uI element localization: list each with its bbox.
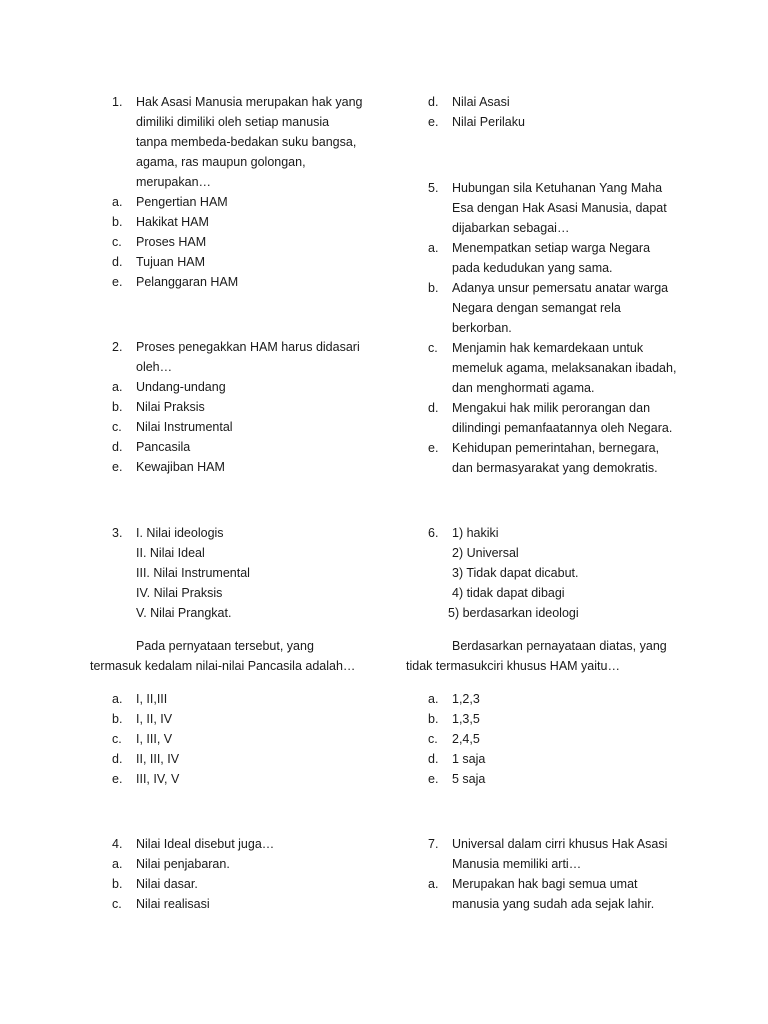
- option-text: pada kedudukan yang sama.: [452, 261, 613, 275]
- statement-item: 1) hakiki: [452, 526, 499, 540]
- option-text: I, II,III: [136, 692, 168, 706]
- option-text: Tujuan HAM: [136, 255, 206, 269]
- option-a: [428, 689, 688, 709]
- option-text: dilindingi pemanfaatannya oleh Negara.: [452, 421, 673, 435]
- option-letter: c.: [112, 235, 122, 249]
- question-5: [428, 178, 698, 478]
- stem-line: dimiliki dimiliki oleh setiap manusia: [136, 115, 330, 129]
- option-text: Nilai dasar.: [136, 877, 198, 891]
- option-text: dan bermasyarakat yang demokratis.: [452, 461, 658, 475]
- option-text: Undang-undang: [136, 380, 226, 394]
- option-letter: b.: [112, 215, 123, 229]
- option-letter: d.: [112, 255, 123, 269]
- option-letter: b.: [428, 712, 439, 726]
- option-letter: e.: [112, 275, 123, 289]
- stem-line: merupakan…: [136, 175, 212, 189]
- option-e: [112, 769, 372, 789]
- option-text: Nilai realisasi: [136, 897, 210, 911]
- option-text: Negara dengan semangat rela: [452, 301, 621, 315]
- option-c: [112, 894, 372, 914]
- statement-item: 2) Universal: [452, 546, 519, 560]
- option-letter: c.: [112, 897, 122, 911]
- option-a: [112, 192, 372, 212]
- statement-item: V. Nilai Prangkat.: [136, 606, 232, 620]
- option-b: [428, 278, 698, 298]
- question-number: 3.: [112, 526, 123, 540]
- option-a: [112, 854, 372, 874]
- stem-line: tanpa membeda-bedakan suku bangsa,: [136, 135, 357, 149]
- option-letter: a.: [112, 692, 123, 706]
- question-stem: [112, 92, 372, 112]
- prompt-line: tidak termasukciri khusus HAM yaitu…: [406, 659, 620, 673]
- option-letter: d.: [428, 95, 439, 109]
- option-text: 5 saja: [452, 772, 486, 786]
- option-e: [112, 272, 372, 292]
- option-letter: c.: [428, 732, 438, 746]
- option-text: dan menghormati agama.: [452, 381, 595, 395]
- option-letter: a.: [112, 857, 123, 871]
- option-d: [428, 92, 688, 112]
- option-a: [428, 874, 698, 894]
- option-e: [428, 438, 698, 458]
- option-text: Nilai Perilaku: [452, 115, 525, 129]
- option-b: [112, 397, 372, 417]
- stem-line: Universal dalam cirri khusus Hak Asasi: [452, 837, 668, 851]
- question-4: [112, 834, 372, 914]
- stem-line: Manusia memiliki arti…: [452, 857, 582, 871]
- option-text: Adanya unsur pemersatu anatar warga: [452, 281, 669, 295]
- option-letter: b.: [112, 400, 123, 414]
- question-3-prompt: [90, 636, 380, 676]
- option-text: Nilai Asasi: [452, 95, 510, 109]
- option-letter: c.: [112, 420, 122, 434]
- option-text: Menempatkan setiap warga Negara: [452, 241, 651, 255]
- option-text: II, III, IV: [136, 752, 180, 766]
- option-letter: b.: [112, 877, 123, 891]
- option-text: Merupakan hak bagi semua umat: [452, 877, 638, 891]
- statement-item: 4) tidak dapat dibagi: [452, 586, 565, 600]
- option-text: 2,4,5: [452, 732, 480, 746]
- question-6-prompt: [406, 636, 706, 676]
- option-letter: a.: [428, 241, 439, 255]
- question-7: [428, 834, 698, 914]
- option-letter: c.: [428, 341, 438, 355]
- option-text: 1,2,3: [452, 692, 480, 706]
- option-letter: a.: [428, 877, 439, 891]
- stem-line: Nilai Ideal disebut juga…: [136, 837, 275, 851]
- statement-item: I. Nilai ideologis: [136, 526, 224, 540]
- statement-item: 3) Tidak dapat dicabut.: [452, 566, 579, 580]
- option-c: [112, 417, 372, 437]
- option-letter: d.: [428, 752, 439, 766]
- question-3: [112, 523, 372, 623]
- option-text: Pelanggaran HAM: [136, 275, 239, 289]
- question-4-continued: [428, 92, 688, 132]
- option-text: Nilai Instrumental: [136, 420, 233, 434]
- option-c: [428, 729, 688, 749]
- option-letter: e.: [428, 115, 439, 129]
- option-text: Menjamin hak kemardekaan untuk: [452, 341, 644, 355]
- option-letter: d.: [112, 752, 123, 766]
- stem-line: Proses penegakkan HAM harus didasari: [136, 340, 360, 354]
- question-number: 6.: [428, 526, 439, 540]
- question-number: 4.: [112, 837, 123, 851]
- option-a: [428, 238, 698, 258]
- option-text: berkorban.: [452, 321, 512, 335]
- option-text: Pancasila: [136, 440, 191, 454]
- statement-item: 5) berdasarkan ideologi: [448, 606, 579, 620]
- statement-item: II. Nilai Ideal: [136, 546, 205, 560]
- question-2: [112, 337, 372, 477]
- option-b: [112, 709, 372, 729]
- option-letter: e.: [428, 772, 439, 786]
- option-letter: e.: [428, 441, 439, 455]
- stem-line: Hubungan sila Ketuhanan Yang Maha: [452, 181, 663, 195]
- stem-line: Esa dengan Hak Asasi Manusia, dapat: [452, 201, 667, 215]
- statement-item: III. Nilai Instrumental: [136, 566, 250, 580]
- option-text: Nilai penjabaran.: [136, 857, 230, 871]
- prompt-line: Berdasarkan pernayataan diatas, yang: [452, 639, 667, 653]
- option-letter: a.: [112, 380, 123, 394]
- option-text: Pengertian HAM: [136, 195, 228, 209]
- option-letter: a.: [428, 692, 439, 706]
- option-text: I, III, V: [136, 732, 173, 746]
- option-text: Mengakui hak milik perorangan dan: [452, 401, 651, 415]
- question-1: [112, 92, 372, 292]
- option-d: [428, 749, 688, 769]
- option-letter: a.: [112, 195, 123, 209]
- question-number: 1.: [112, 95, 123, 109]
- option-c: [112, 729, 372, 749]
- option-c: [112, 232, 372, 252]
- question-3-options: [112, 689, 372, 789]
- option-letter: e.: [112, 460, 123, 474]
- option-d: [112, 252, 372, 272]
- option-letter: b.: [428, 281, 439, 295]
- question-number: 7.: [428, 837, 439, 851]
- option-letter: e.: [112, 772, 123, 786]
- stem-line: Hak Asasi Manusia merupakan hak yang: [136, 95, 363, 109]
- stem-line: oleh…: [136, 360, 173, 374]
- option-text: Proses HAM: [136, 235, 207, 249]
- option-e: [428, 769, 688, 789]
- option-b: [112, 212, 372, 232]
- option-text: memeluk agama, melaksanakan ibadah,: [452, 361, 677, 375]
- option-letter: c.: [112, 732, 122, 746]
- question-number: 5.: [428, 181, 439, 195]
- question-number: 2.: [112, 340, 123, 354]
- option-letter: d.: [112, 440, 123, 454]
- option-text: Kehidupan pemerintahan, bernegara,: [452, 441, 660, 455]
- prompt-line: termasuk kedalam nilai-nilai Pancasila adalah…: [90, 659, 356, 673]
- option-text: manusia yang sudah ada sejak lahir.: [452, 897, 655, 911]
- option-c: [428, 338, 698, 358]
- option-text: Kewajiban HAM: [136, 460, 225, 474]
- question-6: [428, 523, 688, 623]
- stem-line: dijabarkan sebagai…: [452, 221, 570, 235]
- option-d: [112, 437, 372, 457]
- option-text: III, IV, V: [136, 772, 180, 786]
- option-d: [112, 749, 372, 769]
- statement-item: IV. Nilai Praksis: [136, 586, 223, 600]
- question-6-options: [428, 689, 688, 789]
- option-text: I, II, IV: [136, 712, 173, 726]
- option-text: 1,3,5: [452, 712, 480, 726]
- prompt-line: Pada pernyataan tersebut, yang: [136, 639, 314, 653]
- option-text: Hakikat HAM: [136, 215, 209, 229]
- option-text: Nilai Praksis: [136, 400, 205, 414]
- option-d: [428, 398, 698, 418]
- option-b: [428, 709, 688, 729]
- option-b: [112, 874, 372, 894]
- stem-line: agama, ras maupun golongan,: [136, 155, 306, 169]
- option-a: [112, 377, 372, 397]
- option-e: [428, 112, 688, 132]
- option-letter: d.: [428, 401, 439, 415]
- option-letter: b.: [112, 712, 123, 726]
- option-text: 1 saja: [452, 752, 486, 766]
- option-a: [112, 689, 372, 709]
- option-e: [112, 457, 372, 477]
